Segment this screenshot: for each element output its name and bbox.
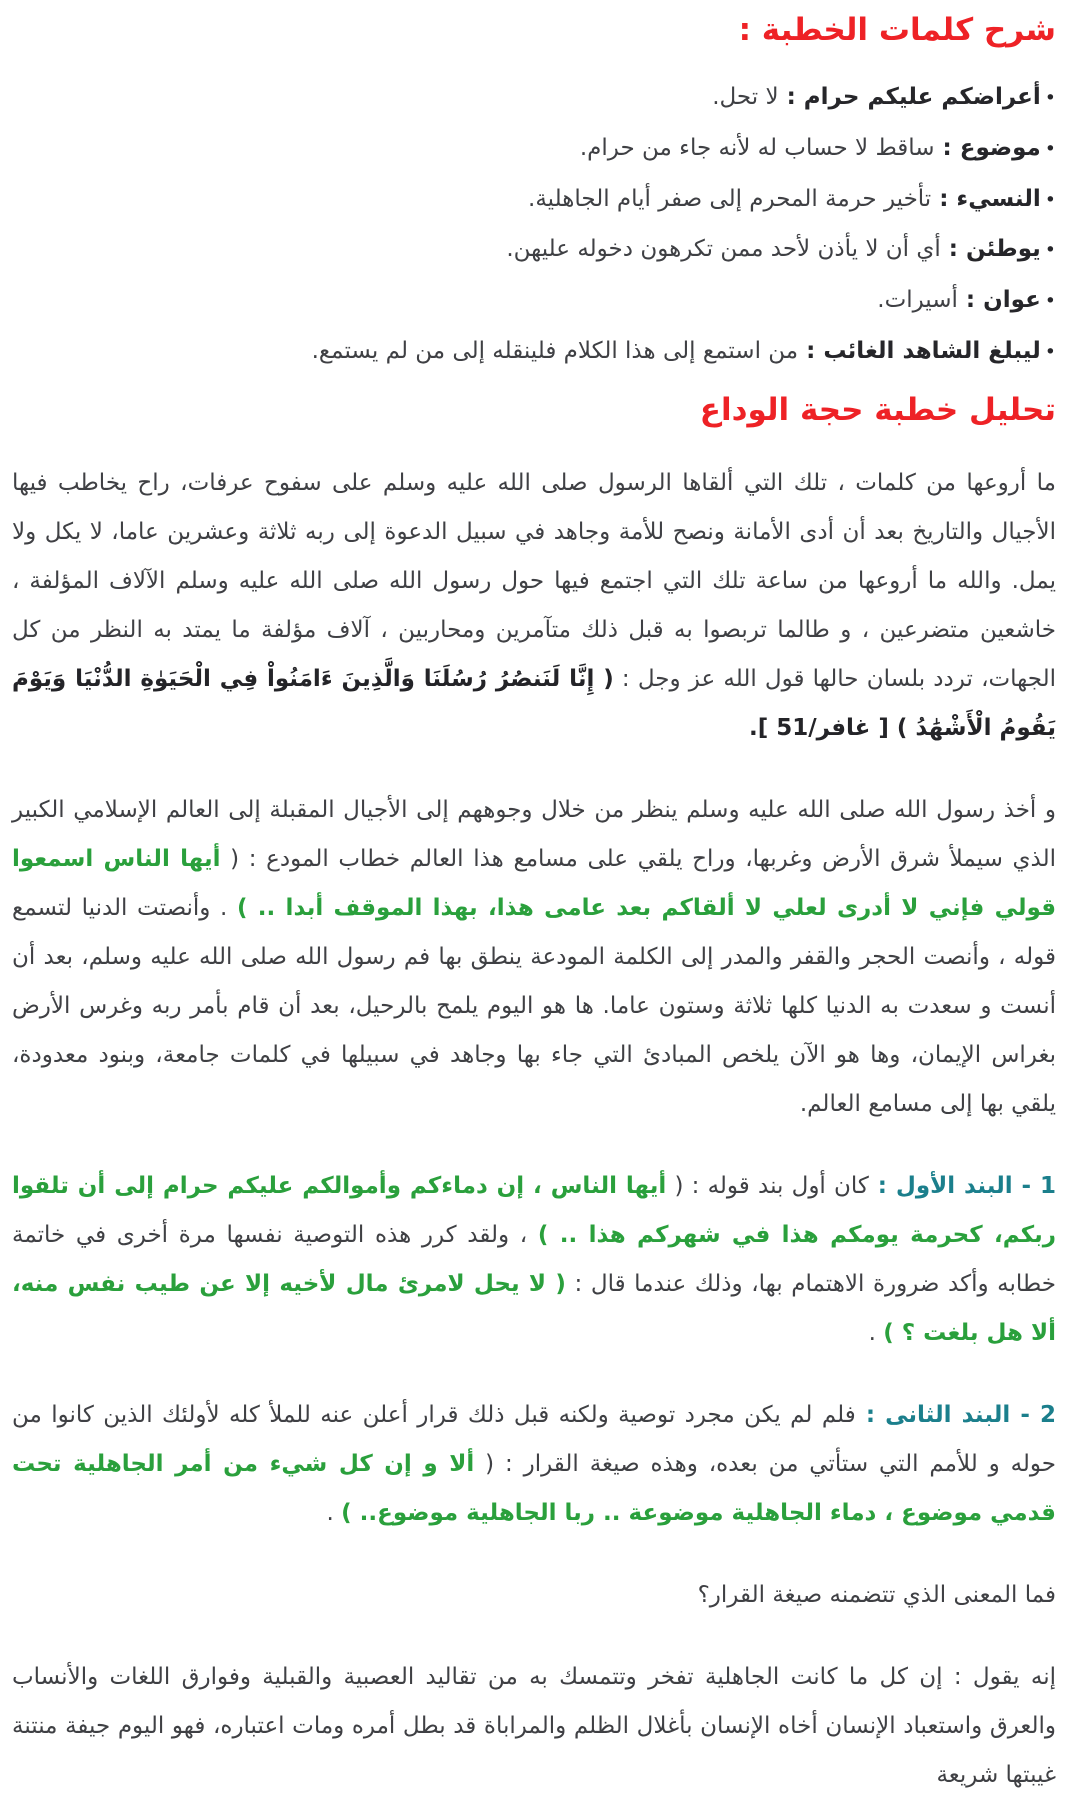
bullet-icon: • — [1044, 188, 1056, 211]
bullet-icon: • — [1044, 87, 1056, 110]
analysis-section-title: تحليل خطبة حجة الوداع — [699, 391, 1056, 428]
vocab-item — [12, 185, 1056, 214]
paragraph-text: كان أول بند قوله : ( — [666, 1172, 869, 1199]
bullet-icon: • — [1044, 340, 1056, 363]
vocab-item — [12, 235, 1056, 264]
vocab-list — [12, 83, 1056, 366]
term-label: يوطئن : — [940, 236, 1041, 263]
paragraph-text: . — [326, 1499, 342, 1526]
term-label: أعراضكم عليكم حرام : — [778, 84, 1041, 111]
prophet-quote: ( لا يحل لامرئ مال لأخيه إلا عن طيب نفس منه، ألا هل بلغت ؟ ) — [12, 1270, 1056, 1346]
quran-verse: ( إِنَّا لَنَنصُرُ رُسُلَنَا وَالَّذِينَ ءَامَنُواْ فِي الْحَيَوٰةِ الدُّنْيَا وَيَوْمَ يَقُومُ الْأَشْهَٰدُ ) [ غافر/51 ]. — [12, 665, 1056, 741]
question-line: فما المعنى الذي تتضمنه صيغة القرار؟ — [697, 1581, 1056, 1608]
vocab-item — [12, 134, 1056, 163]
term-label: عوان : — [957, 287, 1041, 314]
bullet-icon: • — [1044, 239, 1056, 262]
vocab-item — [12, 83, 1056, 112]
paragraph-text: . — [868, 1319, 884, 1346]
prophet-quote: أيها الناس اسمعوا قولي فإني لا أدرى لعلي لا ألقاكم بعد عامى هذا، بهذا الموقف أبدا .. ) — [12, 845, 1056, 921]
analysis-paragraph-5: إنه يقول : إن كل ما كانت الجاهلية تفخر وتتمسك به من تقاليد العصبية والقبلية وفوارق اللغات والأنساب والعرق واستعباد الإنسان أخاه الإنسان بأغلال الظلم والمراباة قد بطل أمره ومات اعتباره، فهو اليوم جيفة منتنة غيبتها شريعة — [12, 1663, 1056, 1788]
paragraph-text: و أخذ رسول الله صلى الله عليه وسلم ينظر من خلال وجوههم إلى الأجيال المقبلة إلى العالم الإسلامي الكبير الذي سيملأ شرق الأرض وغربها، وراح يلقي على مسامع هذا العالم خطاب المودع : ( — [12, 796, 1056, 872]
definition-text: لا تحل. — [712, 84, 779, 111]
paragraph-text: . وأنصتت الدنيا لتسمع قوله ، وأنصت الحجر والقفر والمدر إلى الكلمة المودعة ينطق بها فم رسول الله صلى الله عليه وسلم، بعد أن أنست و سعدت به الدنيا كلها ثلاثة وستون عاما. ها هو اليوم يلمح بالرحيل، بعد أن قام بأمر ربه وغرس الأرض بغراس الإيمان، وها هو الآن يلخص المبادئ التي جاء بها وجاهد في سبيلها في كلمات جامعة، وبنود معدودة، يلقي بها إلى مسامع العالم. — [12, 894, 1056, 1117]
definition-text: أي أن لا يأذن لأحد ممن تكرهون دخوله عليهن. — [506, 236, 941, 263]
definition-text: من استمع إلى هذا الكلام فلينقله إلى من لم يستمع. — [311, 337, 799, 364]
term-label: ليبلغ الشاهد الغائب : — [798, 337, 1041, 364]
paragraph-text: ، ولقد كرر هذه التوصية نفسها مرة أخرى في خاتمة خطابه وأكد ضرورة الاهتمام بها، وذلك عندما قال : — [12, 1221, 1057, 1297]
analysis-paragraph-2 — [12, 786, 1056, 1129]
term-label: النسيء : — [931, 185, 1041, 212]
bullet-icon: • — [1044, 290, 1056, 313]
band1-paragraph — [12, 1162, 1056, 1358]
vocab-item — [12, 337, 1056, 366]
bullet-icon: • — [1044, 137, 1056, 160]
prophet-quote: ألا و إن كل شيء من أمر الجاهلية تحت قدمي موضوع ، دماء الجاهلية موضوعة .. ربا الجاهلية موضوع.. ) — [12, 1450, 1056, 1526]
prophet-quote: أيها الناس ، إن دماءكم وأموالكم عليكم حرام إلى أن تلقوا ربكم، كحرمة يومكم هذا في شهركم هذا .. ) — [12, 1172, 1056, 1248]
band1-label: 1 - البند الأول : — [868, 1172, 1056, 1199]
paragraph-text: ما أروعها من كلمات ، تلك التي ألقاها الرسول صلى الله عليه وسلم على سفوح عرفات، راح يخاطب فيها الأجيال والتاريخ بعد أن أدى الأمانة ونصح للأمة وجاهد في سبيل الدعوة إلى ربه ثلاثة وعشرين عاما، لا يكل ولا يمل. والله ما أروعها من ساعة تلك التي اجتمع فيها حول رسول الله صلى الله عليه وسلم الآلاف المؤلفة ، خاشعين متضرعين ، و طالما تربصوا به قبل ذلك متآمرين ومحاربين ، آلاف مؤلفة ما يمتد به النظر من كل الجهات، تردد بلسان حالها قول الله عز وجل : — [12, 469, 1056, 692]
band2-label: 2 - البند الثانى : — [855, 1401, 1056, 1428]
definition-text: أسيرات. — [877, 287, 958, 314]
definition-text: تأخير حرمة المحرم إلى صفر أيام الجاهلية. — [528, 185, 932, 212]
vocab-item — [12, 286, 1056, 315]
term-label: موضوع : — [934, 134, 1041, 161]
paragraph-text: فلم لم يكن مجرد توصية ولكنه قبل ذلك قرار أعلن عنه للملأ كله لأولئك الذين كانوا من حوله و للأمم التي ستأتي من بعده، وهذه صيغة القرار : ( — [12, 1401, 1057, 1477]
analysis-paragraph-1 — [12, 459, 1056, 753]
definition-text: ساقط لا حساب له لأنه جاء من حرام. — [579, 134, 935, 161]
vocab-section-title: شرح كلمات الخطبة : — [738, 12, 1056, 48]
band2-paragraph — [12, 1391, 1056, 1538]
